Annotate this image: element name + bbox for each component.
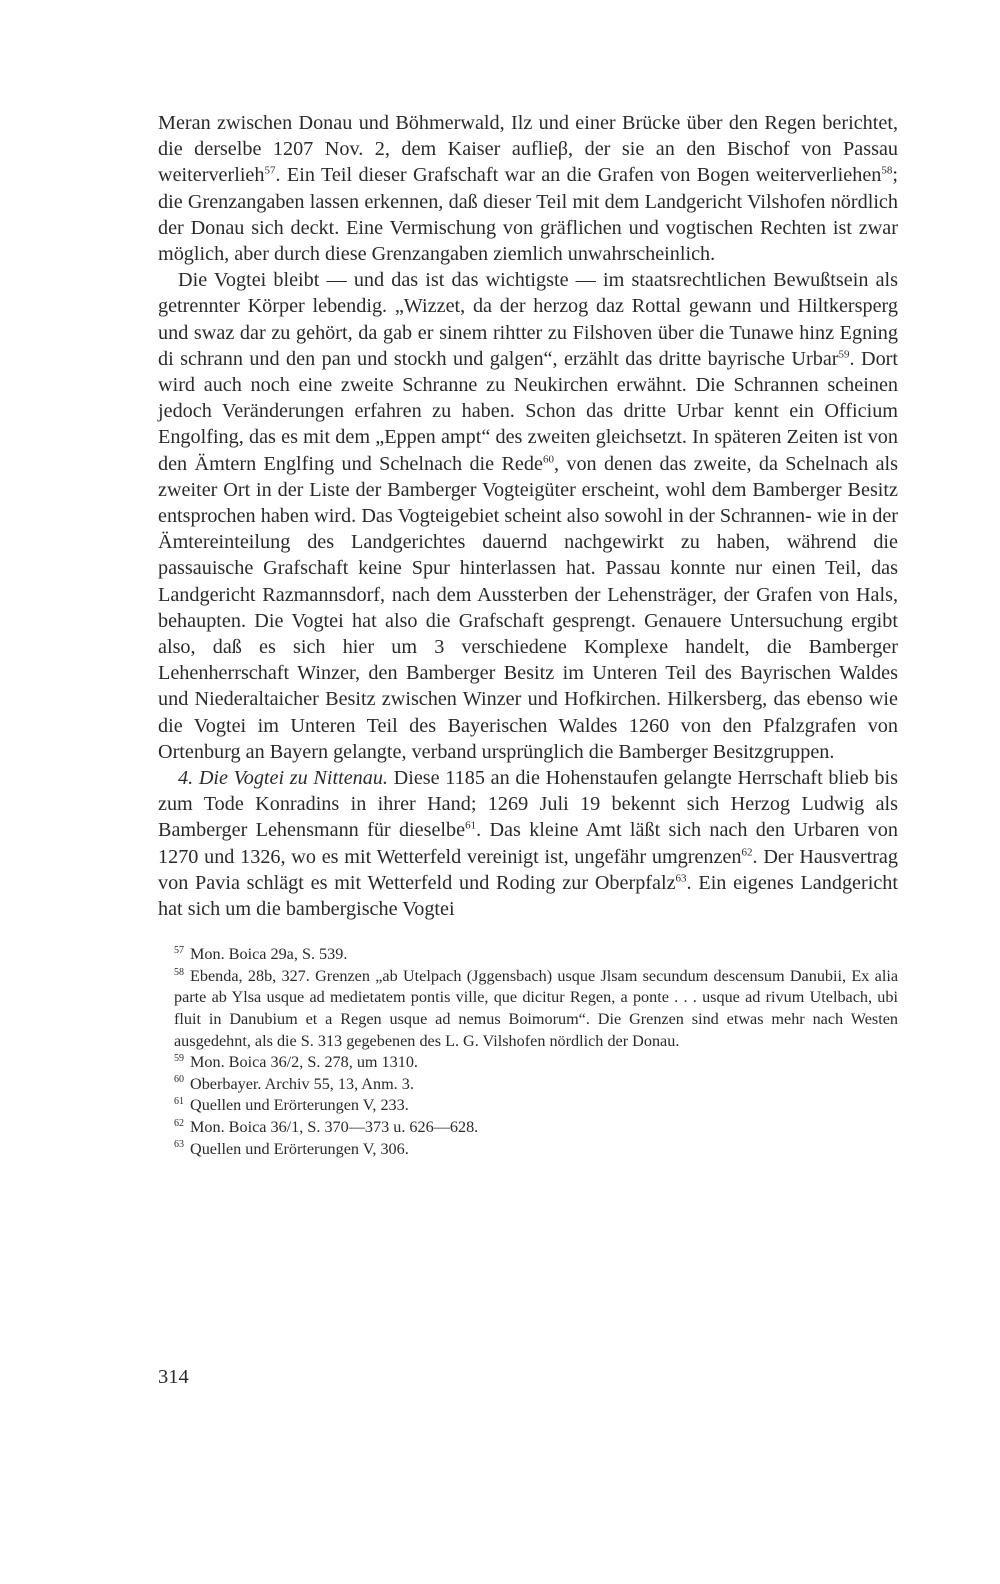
footnote bbox=[158, 1139, 898, 1161]
paragraph-text: Diese 1185 an die Hohenstaufen gelangte Herrschaft blieb bis zum Tode Konradins in ihrer Hand; 1269 Juli 19 bekennt sich Herzog Ludwig als Bamberger Lehensmann für dieselbe bbox=[158, 767, 898, 842]
footnote-number: 63 bbox=[174, 1139, 184, 1151]
footnote bbox=[158, 1117, 898, 1139]
footnote bbox=[158, 1052, 898, 1074]
footnote bbox=[158, 1074, 898, 1096]
footnote-ref: 61 bbox=[465, 819, 477, 832]
paragraph-3 bbox=[158, 765, 898, 922]
footnote-text: Ebenda, 28b, 327. Grenzen „ab Utelpach (Jggensbach) usque Jlsam secundum descensum Danubii, Ex alia parte ab Ylsa usque ad medietatem pontis ville, que dicitur Regen, a ponte . . . usque ad rivum Utelbach, ubi fluit in Danubium et a Regen usque ad nemus Boimorum“. Die Grenzen sind etwas mehr nach Westen ausgedehnt, als die S. 313 gegebenen des L. G. Vilshofen nördlich der Donau. bbox=[174, 966, 898, 1050]
page-content bbox=[158, 110, 898, 1160]
body-text bbox=[158, 110, 898, 922]
footnote-number: 62 bbox=[174, 1117, 184, 1129]
footnote-text: Mon. Boica 36/1, S. 370—373 u. 626—628. bbox=[190, 1118, 479, 1137]
footnote-ref: 59 bbox=[838, 348, 850, 361]
paragraph-2 bbox=[158, 267, 898, 765]
footnote-number: 60 bbox=[174, 1074, 184, 1086]
footnote-ref: 57 bbox=[264, 164, 276, 177]
footnote-number: 59 bbox=[174, 1052, 184, 1064]
footnote-ref: 58 bbox=[881, 164, 893, 177]
paragraph-text: Die Vogtei bleibt — und das ist das wichtigste — im staatsrechtlichen Bewußtsein als getrennter Körper lebendig. „Wizzet, da der herzog daz Rottal gewann und Hiltkersperg und swaz dar zu gehört, da gab er sinem rihtter zu Filshoven über die Tunawe hinz Egning di schrann und den pan und stockh und galgen“, erzählt das dritte bayrische Urbar bbox=[158, 269, 898, 370]
paragraph-1 bbox=[158, 110, 898, 267]
footnote-ref: 62 bbox=[741, 845, 753, 858]
page-number: 314 bbox=[158, 1366, 189, 1388]
paragraph-text: . Der Hausvertrag von Pavia schlägt es mit Wetterfeld und Roding zur Oberpfalz bbox=[158, 845, 898, 894]
footnote-ref: 63 bbox=[675, 872, 687, 885]
footnote bbox=[158, 1095, 898, 1117]
footnote-text: Mon. Boica 36/2, S. 278, um 1310. bbox=[190, 1053, 418, 1072]
footnote-text: Mon. Boica 29a, S. 539. bbox=[190, 945, 348, 964]
paragraph-text: . Ein eigenes Landgericht hat sich um die bambergische Vogtei bbox=[158, 871, 899, 921]
footnote-text: Quellen und Erörterungen V, 306. bbox=[190, 1139, 409, 1158]
section-heading: 4. Die Vogtei zu Nittenau. bbox=[178, 767, 388, 790]
paragraph-text: . Dort wird auch noch eine zweite Schranne zu Neukirchen erwähnt. Die Schrannen scheinen jedoch Veränderungen erfahren zu haben. Schon das dritte Urbar kennt ein Officium Engolfing, das es mit dem „Eppen ampt“ des zweiten gleichsetzt. In späteren Zeiten ist von den Ämtern Englfing und Schelnach die Rede bbox=[158, 347, 898, 475]
footnote-ref: 60 bbox=[542, 452, 554, 465]
footnote-spacer bbox=[158, 922, 898, 944]
paragraph-text: . Ein Teil dieser Grafschaft war an die Grafen von Bogen weiterverliehen bbox=[275, 164, 882, 187]
footnote bbox=[158, 966, 898, 1052]
paragraph-text: Meran zwischen Donau und Böhmerwald, Ilz und einer Brücke über den Regen berichtet, die derselbe 1207 Nov. 2, dem Kaiser auflieβ, der sie an den Bischof von Passau weiterverlieh bbox=[158, 112, 898, 187]
paragraph-text: , von denen das zweite, da Schelnach als zweiter Ort in der Liste der Bamberger Vogteigüter erscheint, wohl dem Bamberger Besitz entsprochen haben wird. Das Vogteigebiet scheint also sowohl in der Schrannen- wie in der Ämtereinteilung des Landgerichtes dauernd nachgewirkt zu haben, während die passauische Grafschaft keine Spur hinterlassen hat. Passau konnte nur einen Teil, das Landgericht Razmannsdorf, nach dem Aussterben der Lehensträger, der Grafen von Hals, behaupten. Die Vogtei hat also die Grafschaft gesprengt. Genauere Untersuchung ergibt also, daß es sich hier um 3 verschiedene Komplexe handelt, die Bamberger Lehenherrschaft Winzer, den Bamberger Besitz im Unteren Teil des Bayrischen Waldes und Niederaltaicher Besitz zwischen Winzer und Hofkirchen. Hilkersberg, das ebenso wie die Vogtei im Unteren Teil des Bayerischen Waldes 1260 von den Pfalzgrafen von Ortenburg an Bayern gelangte, verband ursprünglich die Bamberger Besitzgruppen. bbox=[158, 452, 899, 763]
footnote bbox=[158, 944, 898, 966]
footnote-number: 58 bbox=[174, 966, 184, 978]
footnote-text: Quellen und Erörterungen V, 233. bbox=[190, 1096, 409, 1115]
footnote-text: Oberbayer. Archiv 55, 13, Anm. 3. bbox=[190, 1074, 414, 1093]
paragraph-text: ; die Grenzangaben lassen erkennen, daß dieser Teil mit dem Landgericht Vilshofen nördlich der Donau sich deckt. Eine Vermischung von gräflichen und vogtischen Rechten ist zwar möglich, aber durch diese Grenzangaben ziemlich unwahrscheinlich. bbox=[158, 164, 898, 266]
paragraph-text: . Das kleine Amt läßt sich nach den Urbaren von 1270 und 1326, wo es mit Wetterfeld vereinigt ist, ungefähr umgrenzen bbox=[158, 819, 898, 868]
footnote-number: 61 bbox=[174, 1096, 184, 1108]
footnotes bbox=[158, 944, 898, 1160]
footnote-number: 57 bbox=[174, 944, 184, 956]
